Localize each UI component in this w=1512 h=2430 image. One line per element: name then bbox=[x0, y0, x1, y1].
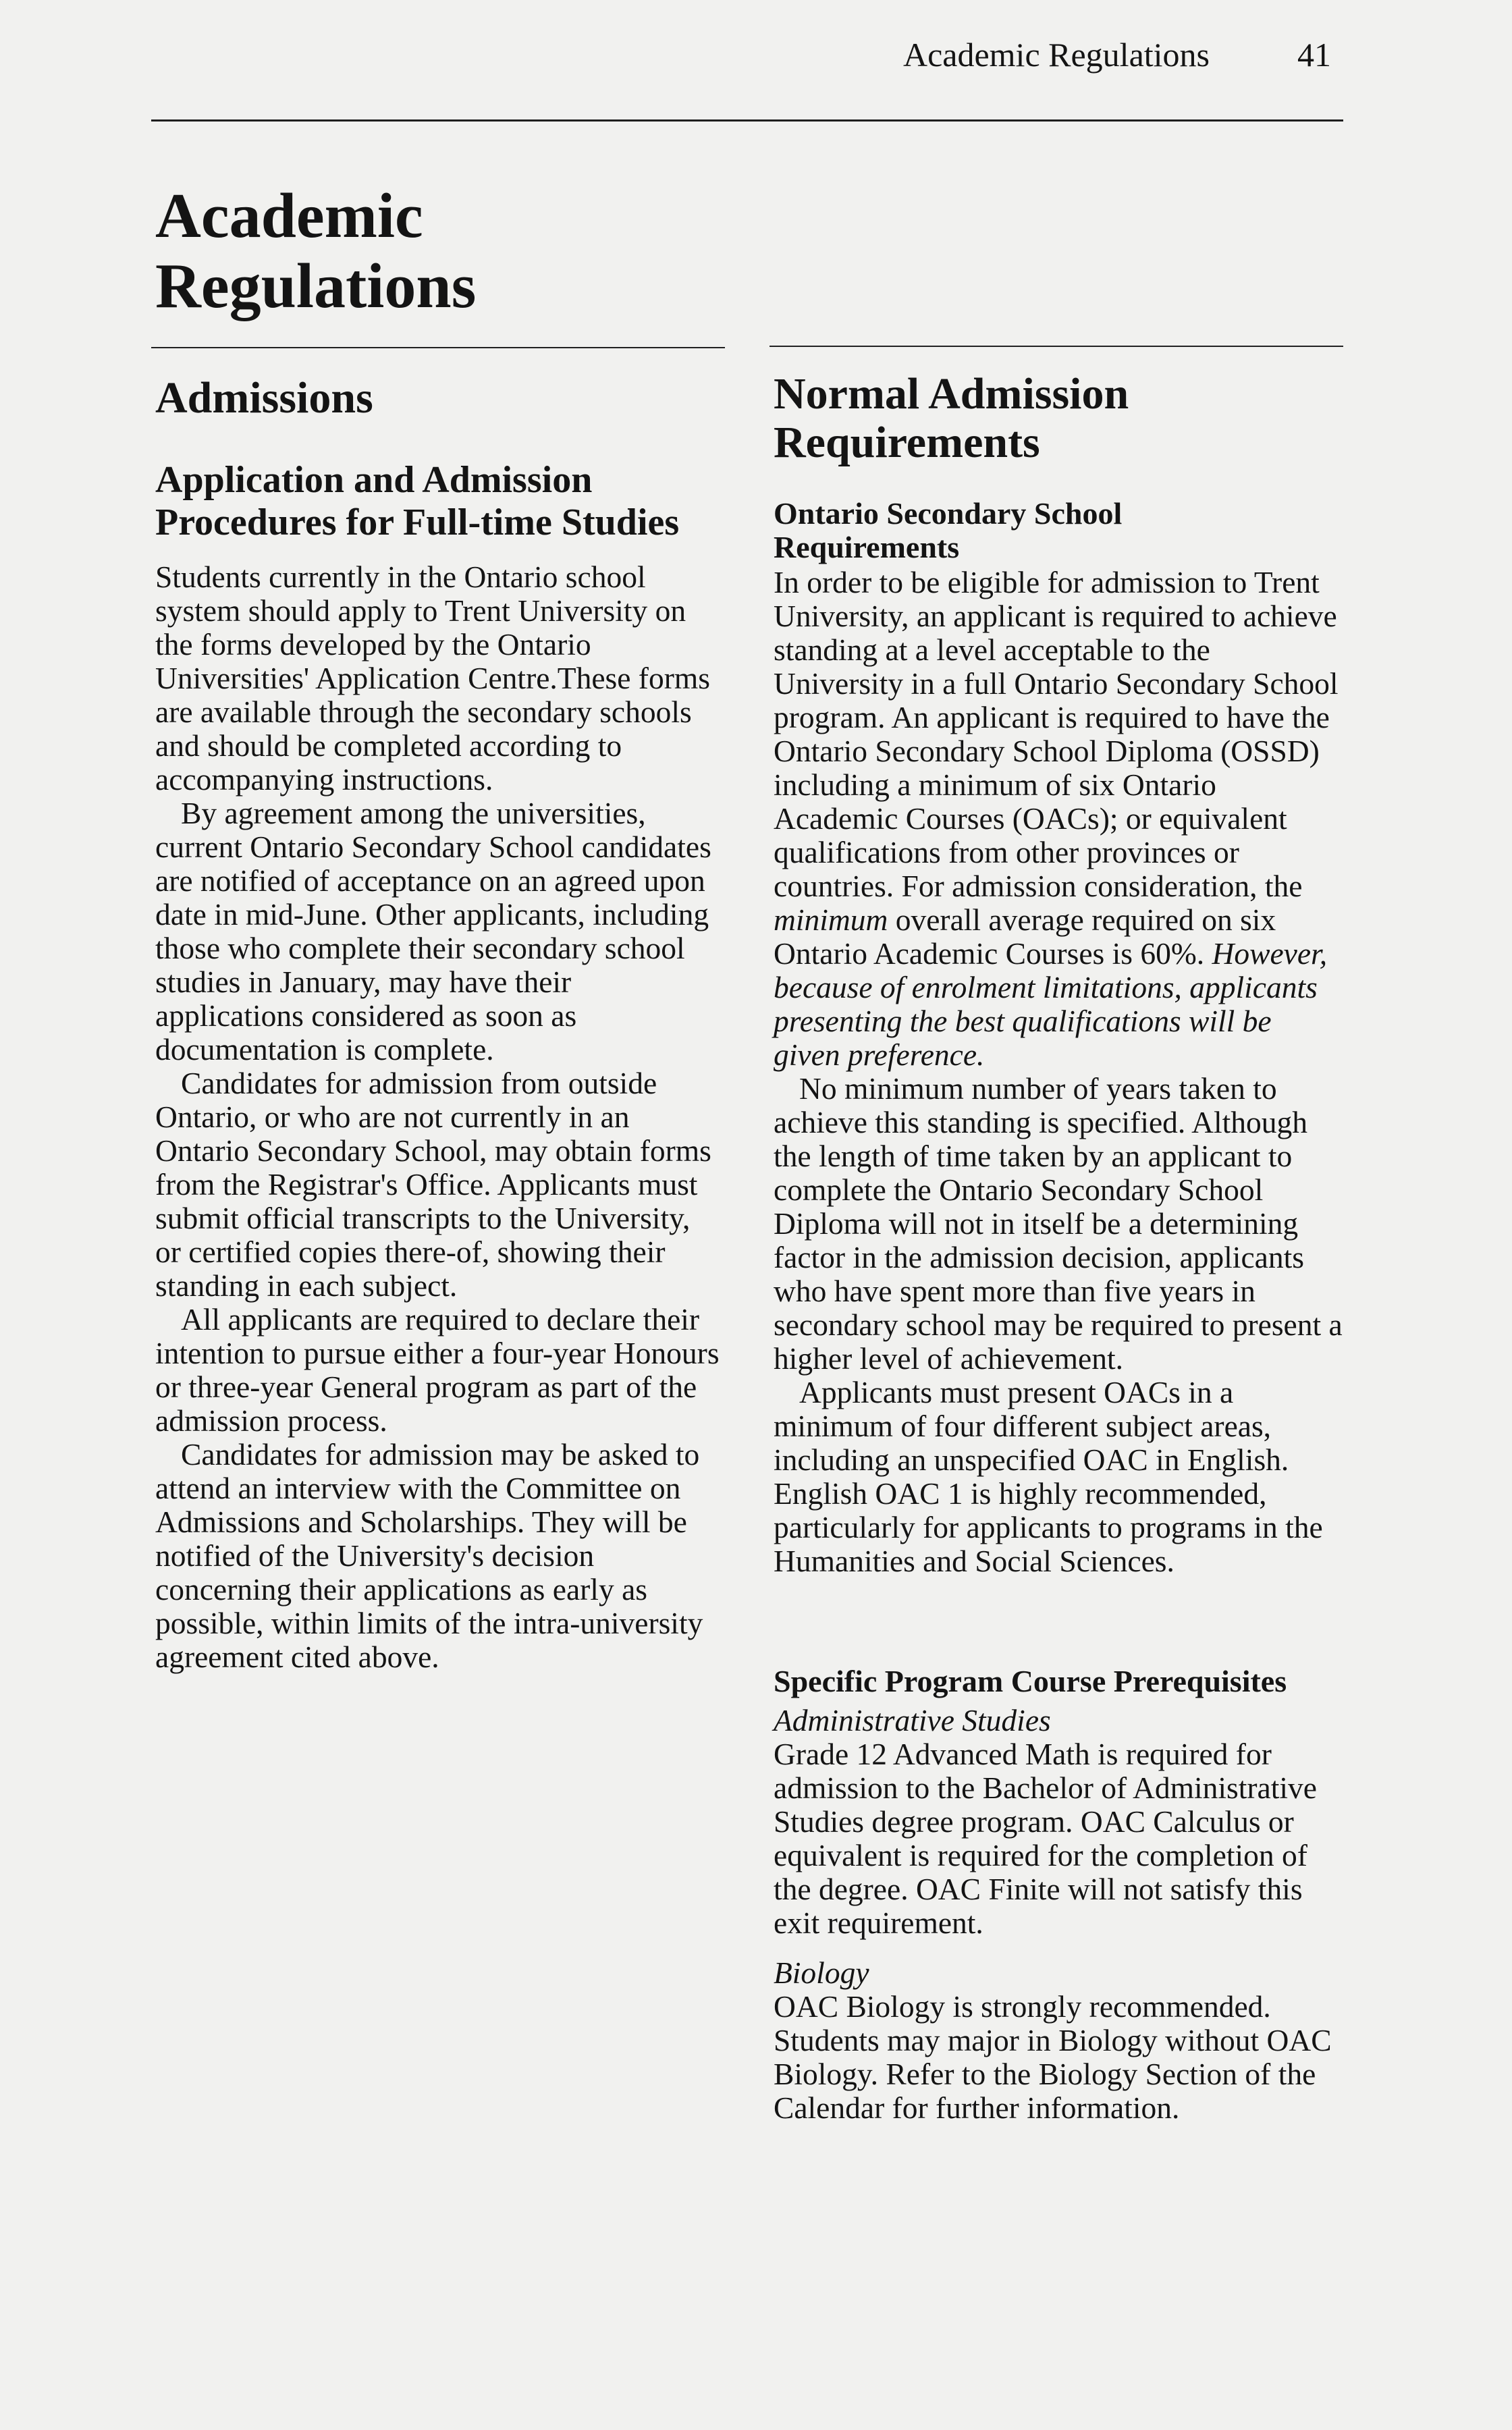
page-number: 41 bbox=[1297, 36, 1331, 74]
running-header bbox=[151, 35, 1331, 74]
page-title-line1: Academic bbox=[155, 181, 423, 251]
prerequisites-body bbox=[774, 1704, 1344, 2125]
ontario-secondary-heading bbox=[774, 497, 1344, 564]
normal-admission-heading bbox=[774, 370, 1344, 467]
admissions-paragraph: Students currently in the Ontario school system should apply to Trent University on the forms developed by the Ontario Universities' Application Centre.These forms are available through the secondary schools and should be completed according to accompanying instructions. bbox=[155, 560, 710, 796]
requirements-text-cont: overall average required on six Ontario Academic Courses is 60%. bbox=[774, 902, 1276, 971]
prerequisites-heading: Specific Program Course Prerequisites bbox=[774, 1664, 1287, 1698]
application-procedures-heading bbox=[155, 459, 736, 544]
application-procedures-heading-line1: Application and Admission bbox=[155, 459, 593, 501]
biology-heading: Biology bbox=[774, 1955, 869, 1990]
admissions-paragraph: All applicants are required to declare their intention to pursue either a four-year Honours or three-year General program as part of the admission process. bbox=[155, 1302, 720, 1438]
page-title bbox=[155, 181, 726, 321]
admissions-paragraph: Candidates for admission may be asked to attend an interview with the Committee on Admissions and Scholarships. They will be notified of the University's decision concerning their applications as early as possible, within limits of the intra-university agreement cited above. bbox=[155, 1437, 703, 1674]
normal-admission-rule bbox=[770, 346, 1343, 347]
admissions-heading: Admissions bbox=[155, 373, 373, 423]
normal-admission-body bbox=[774, 566, 1344, 1578]
requirements-text: In order to be eligible for admission to Trent University, an applicant is required to achieve standing at a level acceptable to the University in a full Ontario Secondary School program. An applicant is required to have the Ontario Secondary School Diploma (OSSD) including a minimum of six Ontario Academic Courses (OACs); or equivalent qualifications from other provinces or countries. For admission consideration, the bbox=[774, 565, 1339, 903]
admissions-rule bbox=[151, 347, 725, 348]
admissions-paragraph: Candidates for admission from outside Ontario, or who are not currently in an Ontario Secondary School, may obtain forms from the Registrar's Office. Applicants must submit official transcripts to the University, or certified copies there-of, showing their standing in each subject. bbox=[155, 1066, 711, 1303]
running-header-title: Academic Regulations bbox=[902, 36, 1210, 74]
preference-note: However, because of enrolment limitations, applicants presenting the best qualifications will be given preference. bbox=[774, 936, 1328, 1072]
normal-admission-heading-line1: Normal Admission bbox=[774, 369, 1129, 418]
normal-admission-heading-line2: Requirements bbox=[774, 418, 1040, 467]
admissions-body bbox=[155, 560, 722, 1674]
header-rule bbox=[151, 119, 1343, 122]
requirements-paragraph bbox=[774, 566, 1344, 1072]
admissions-paragraph: By agreement among the universities, current Ontario Secondary School candidates are notified of acceptance on an agreed upon date in mid-June. Other applicants, including those who complete their secondary school studies in January, may have their applications considered as soon as documentation is complete. bbox=[155, 796, 711, 1066]
administrative-studies-heading: Administrative Studies bbox=[774, 1703, 1051, 1737]
ontario-secondary-heading-line2: Requirements bbox=[774, 530, 960, 564]
page-title-line2: Regulations bbox=[155, 251, 477, 321]
minimum-emphasis: minimum bbox=[774, 902, 888, 937]
biology-text: OAC Biology is strongly recommended. Students may major in Biology without OAC Biology. Refer to the Biology Section of the Calendar for further information. bbox=[774, 1989, 1332, 2125]
administrative-studies-text: Grade 12 Advanced Math is required for admission to the Bachelor of Administrative Studies degree program. OAC Calculus or equivalent is required for the completion of the degree. OAC Finite will not satisfy this exit requirement. bbox=[774, 1737, 1317, 1940]
ontario-secondary-heading-line1: Ontario Secondary School bbox=[774, 496, 1123, 531]
requirements-paragraph: No minimum number of years taken to achieve this standing is specified. Although the length of time taken by an applicant to complete the Ontario Secondary School Diploma will not in itself be a determining factor in the admission decision, applicants who have spent more than five years in secondary school may be required to present a higher level of achievement. bbox=[774, 1071, 1343, 1376]
application-procedures-heading-line2: Procedures for Full-time Studies bbox=[155, 502, 680, 543]
requirements-paragraph: Applicants must present OACs in a minimum of four different subject areas, including an unspecified OAC in English. English OAC 1 is highly recommended, particularly for applicants to programs in the Humanities and Social Sciences. bbox=[774, 1375, 1323, 1578]
